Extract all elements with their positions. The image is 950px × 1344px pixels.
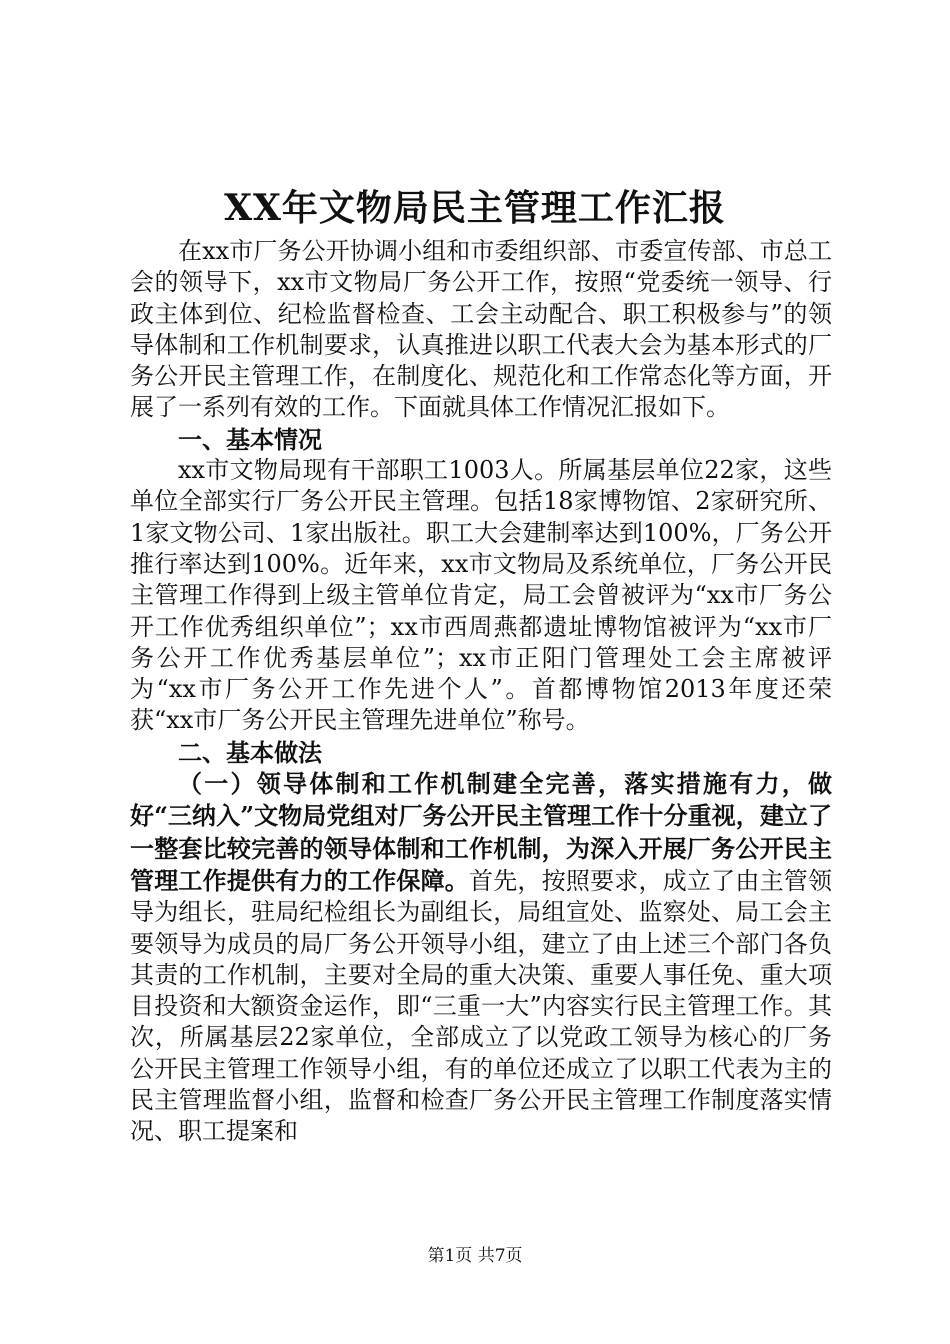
section-heading-basic-practice: 二、基本做法 xyxy=(178,737,322,767)
practice-text: 首先，按照要求，成立了由主管领导为组长，驻局纪检组长为副组长，局组宣处、监察处、局工会主要领导为成员的局厂务公开领导小组，建立了由上述三个部门各负其责的工作机制，主要对全局的重大决策、重要人事任免、重大项目投资和大额资金运作，即“三重一大”内容实行民主管理工作。其次，所属基层22家单位，全部成立了以党政工领导为核心的厂务公开民主管理工作领导小组，有的单位还成立了以职工代表为主的民主管理监督小组，监督和检查厂务公开民主管理工作制度落实情况、职工提案和 xyxy=(130,866,832,1146)
basic-situation-paragraph: xx市文物局现有干部职工1003人。所属基层单位22家，这些单位全部实行厂务公开民主管理。包括18家博物馆、2家研究所、1家文物公司、1家出版社。职工大会建制率达到100%，厂务公开推行率达到100%。近年来，xx市文物局及系统单位，厂务公开民主管理工作得到上级主管单位肯定，局工会曾被评为“xx市厂务公开工作优秀组织单位”；xx市西周燕都遗址博物馆被评为“xx市厂务公开工作优秀基层单位”；xx市正阳门管理处工会主席被评为“xx市厂务公开工作先进个人”。首都博物馆2013年度还荣获“xx市厂务公开民主管理先进单位”称号。 xyxy=(130,456,832,735)
practice-subheading: （一）领导体制和工作机制建全完善，落实措施有力，做好“三纳入”文物局党组对厂务公开民主管理工作十分重视，建立了一整套比较完善的领导体制和工作机制，为深入开展厂务公开民主管理工作提供有力的工作保障。 xyxy=(130,769,832,895)
practice-paragraph xyxy=(130,768,832,1148)
intro-paragraph: 在xx市厂务公开协调小组和市委组织部、市委宣传部、市总工会的领导下，xx市文物局厂务公开工作，按照“党委统一领导、行政主体到位、纪检监督检查、工会主动配合、职工积极参与”的领导体制和工作机制要求，认真推进以职工代表大会为基本形式的厂务公开民主管理工作，在制度化、规范化和工作常态化等方面，开展了一系列有效的工作。下面就具体工作情况汇报如下。 xyxy=(130,237,832,422)
section-heading-basic-situation: 一、基本情况 xyxy=(178,424,322,454)
page-number: 第1页 共7页 xyxy=(427,1246,523,1266)
document-title: XX年文物局民主管理工作汇报 xyxy=(224,187,726,229)
document-body xyxy=(130,236,832,1148)
